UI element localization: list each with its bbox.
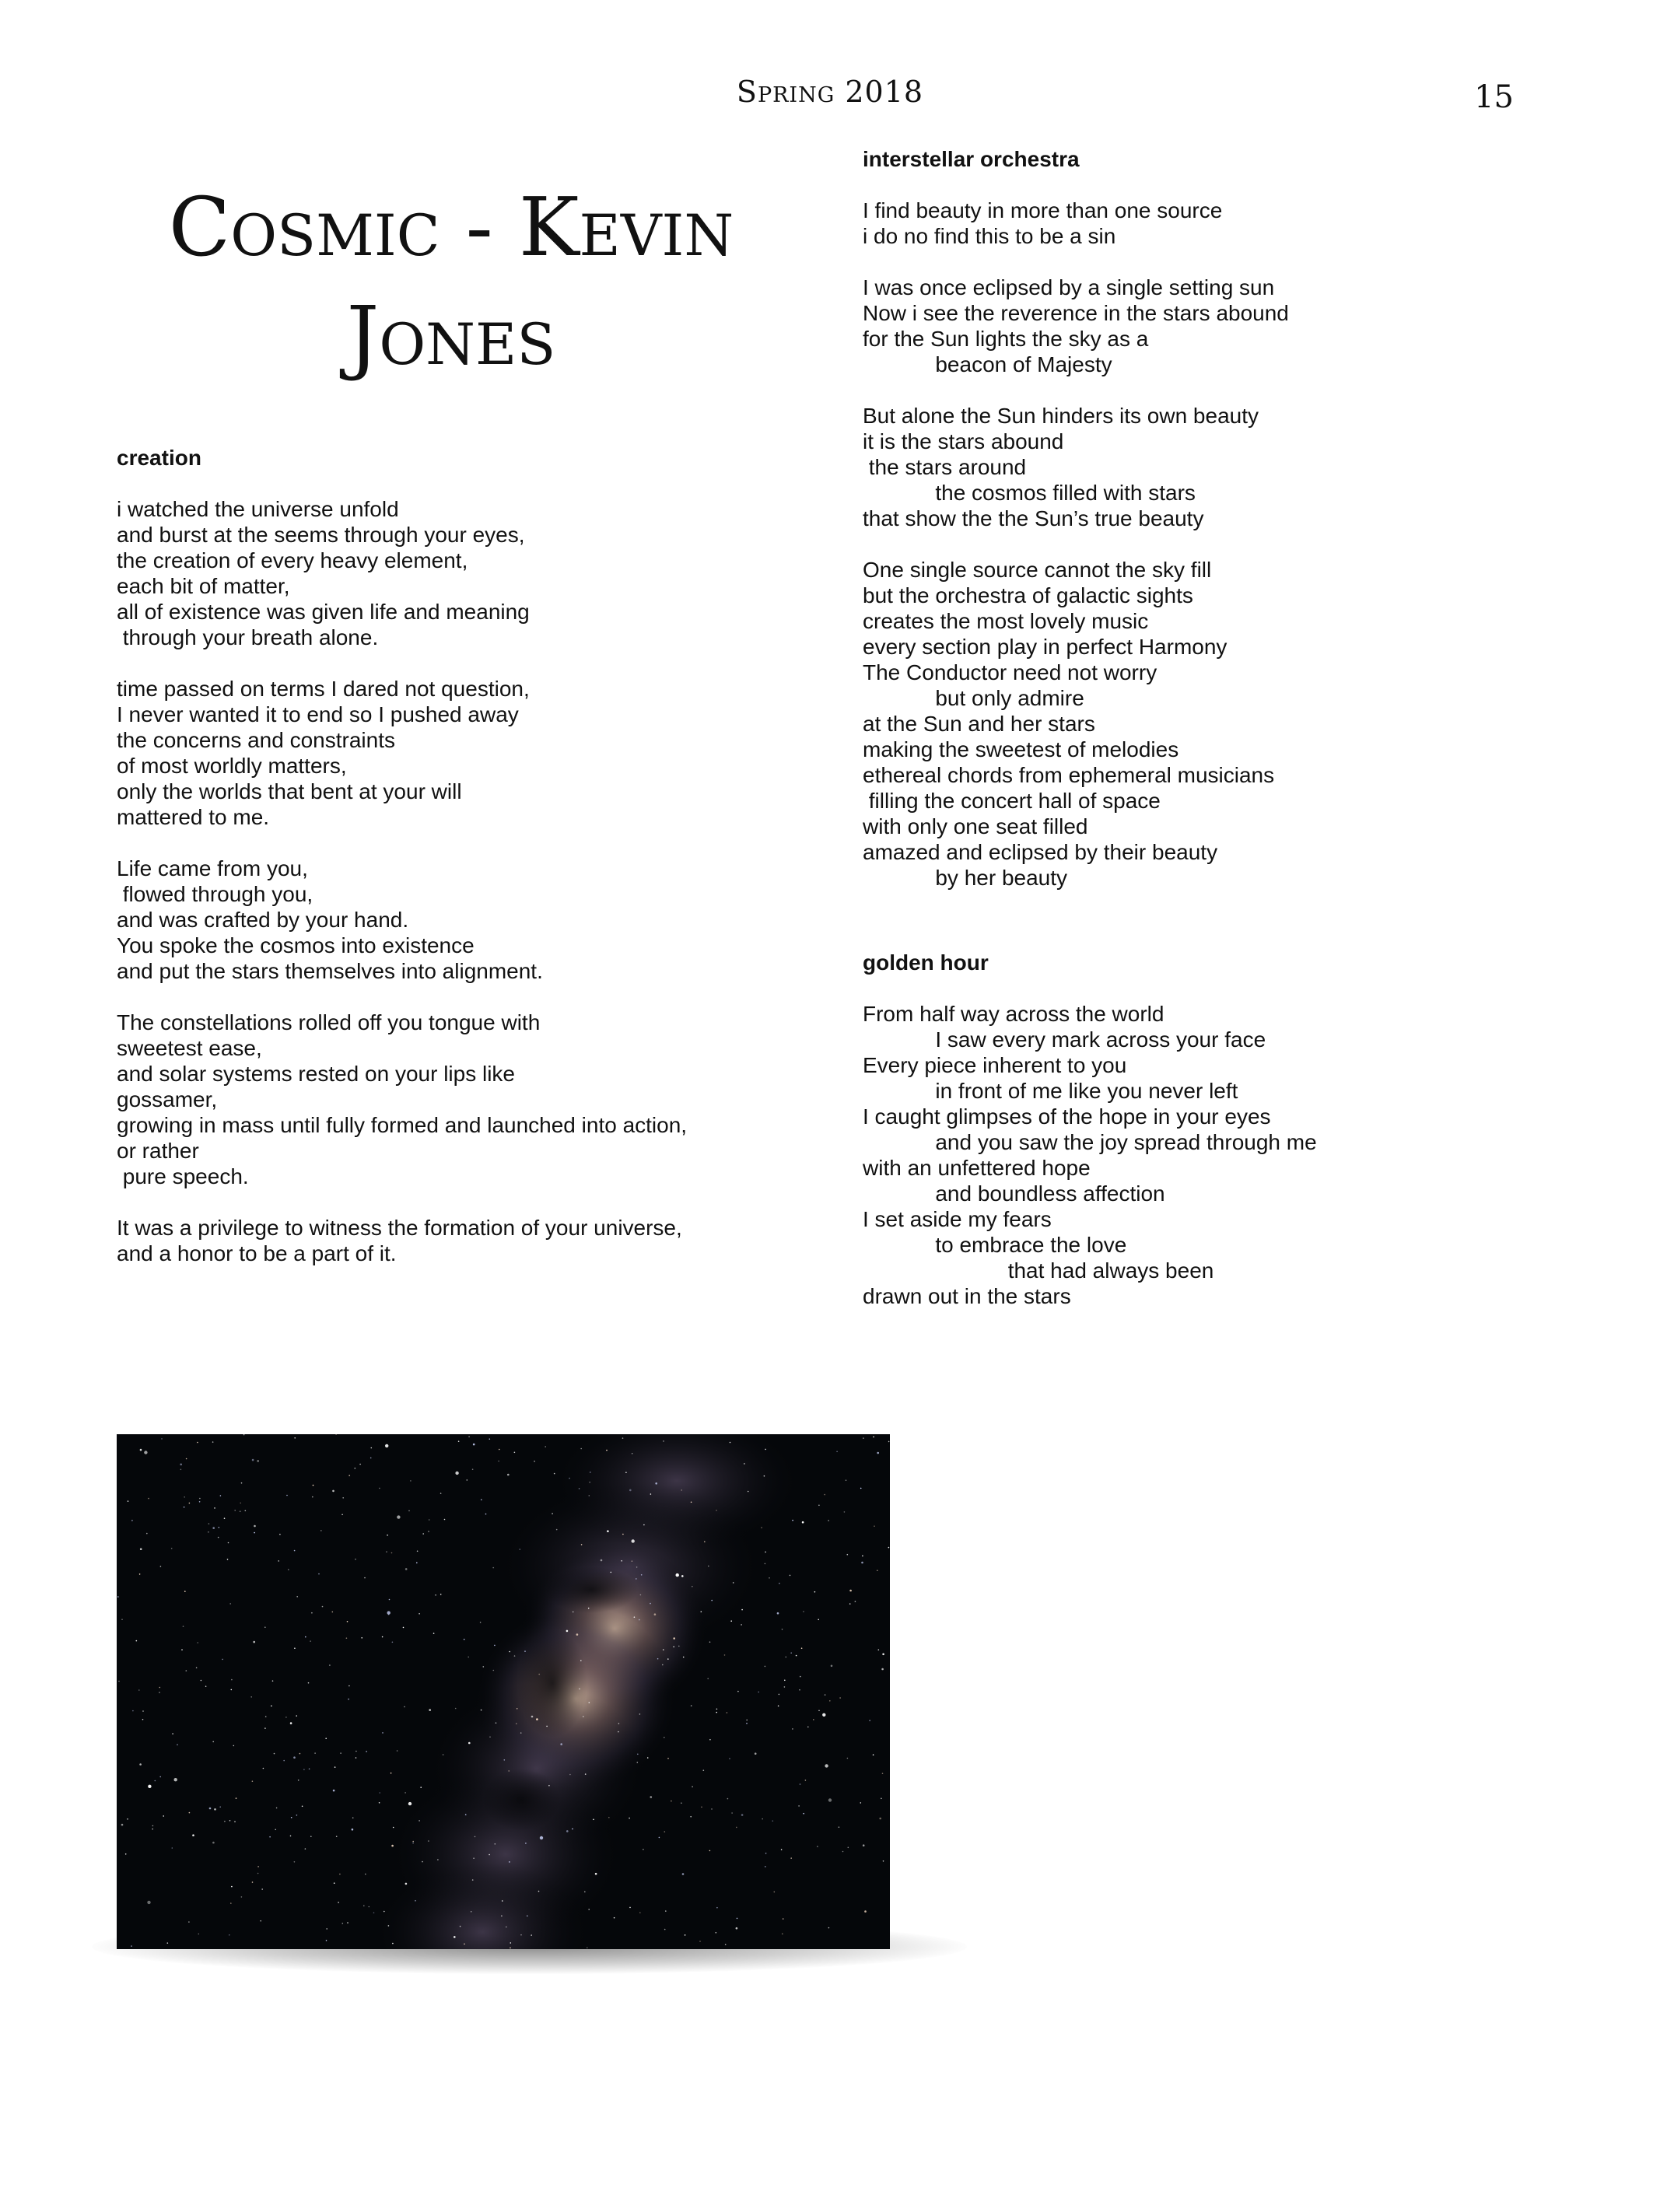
poem-line: gossamer,	[117, 1087, 218, 1111]
article-title: Cosmic - Kevin Jones	[168, 180, 734, 383]
poem-interstellar-orchestra	[863, 146, 1563, 916]
poem-line: the cosmos filled with stars	[863, 481, 1196, 505]
poem-line: at the Sun and her stars	[863, 712, 1095, 736]
poem-line: From half way across the world	[863, 1002, 1164, 1026]
poem-line: drawn out in the stars	[863, 1284, 1071, 1308]
poem-line: and you saw the joy spread through me	[863, 1130, 1317, 1154]
poem-line: The Conductor need not worry	[863, 660, 1157, 684]
stanza	[863, 275, 1563, 377]
poem-line: with an unfettered hope	[863, 1156, 1091, 1180]
poem-line: i do no find this to be a sin	[863, 224, 1116, 248]
poem-line: But alone the Sun hinders its own beauty	[863, 404, 1259, 428]
poem-line: Now i see the reverence in the stars abound	[863, 301, 1289, 325]
poem-line: growing in mass until fully formed and launched into action,	[117, 1113, 688, 1137]
poem-line: One single source cannot the sky fill	[863, 558, 1212, 582]
poem-body	[863, 198, 1563, 891]
poem-line: by her beauty	[863, 866, 1068, 890]
poem-line: I was once eclipsed by a single setting sun	[863, 275, 1275, 299]
stanza	[117, 1010, 817, 1189]
poem-line: each bit of matter,	[117, 574, 290, 598]
poem-line: with only one seat filled	[863, 814, 1088, 838]
poem-body	[117, 496, 817, 1266]
poem-line: making the sweetest of melodies	[863, 737, 1179, 761]
poem-line: pure speech.	[117, 1164, 249, 1188]
poem-line: in front of me like you never left	[863, 1079, 1238, 1103]
poem-line: and burst at the seems through your eyes,	[117, 523, 525, 547]
poem-title: golden hour	[863, 950, 989, 975]
poem-line: for the Sun lights the sky as a	[863, 327, 1149, 351]
poem-line: all of existence was given life and meaning	[117, 600, 530, 624]
poem-title: creation	[117, 446, 201, 470]
poem-line: and a honor to be a part of it.	[117, 1241, 397, 1265]
poem-line: or rather	[117, 1139, 199, 1163]
poem-line: You spoke the cosmos into existence	[117, 933, 475, 957]
poem-line: and boundless affection	[863, 1181, 1165, 1206]
poem-line: amazed and eclipsed by their beauty	[863, 840, 1218, 864]
poem-line: that show the the Sun’s true beauty	[863, 506, 1204, 530]
poem-line: only the worlds that bent at your will	[117, 779, 462, 803]
poem-line: mattered to me.	[117, 805, 270, 829]
stanza	[863, 198, 1563, 249]
poem-line: ethereal chords from ephemeral musicians	[863, 763, 1275, 787]
poem-line: that had always been	[863, 1258, 1214, 1283]
starfield-image	[117, 1434, 890, 1949]
milky-way-photo	[117, 1434, 890, 1949]
page-number: 15	[1474, 79, 1514, 115]
poem-line: creates the most lovely music	[863, 609, 1149, 633]
poem-line: I find beauty in more than one source	[863, 198, 1223, 222]
poem-line: and was crafted by your hand.	[117, 908, 409, 932]
poem-line: and solar systems rested on your lips like	[117, 1062, 515, 1086]
running-header: Spring 2018	[736, 75, 924, 109]
poem-line: sweetest ease,	[117, 1036, 262, 1060]
poem-line: I caught glimpses of the hope in your eyes	[863, 1104, 1271, 1129]
poem-creation	[117, 445, 817, 1292]
stanza	[117, 1215, 817, 1266]
poem-golden-hour	[863, 950, 1563, 1335]
poem-line: the stars around	[863, 455, 1027, 479]
poem-line: Every piece inherent to you	[863, 1053, 1127, 1077]
poem-line: and put the stars themselves into alignment.	[117, 959, 543, 983]
poem-line: I set aside my fears	[863, 1207, 1052, 1231]
stanza	[863, 557, 1563, 891]
poem-line: of most worldly matters,	[117, 754, 347, 778]
poem-line: i watched the universe unfold	[117, 497, 399, 521]
poem-line: it is the stars abound	[863, 429, 1064, 453]
poem-line: I saw every mark across your face	[863, 1027, 1266, 1052]
poem-line: time passed on terms I dared not question,	[117, 677, 530, 701]
poem-line: The constellations rolled off you tongue with	[117, 1010, 541, 1034]
poem-line: but only admire	[863, 686, 1084, 710]
poem-body	[863, 1001, 1563, 1309]
poem-line: to embrace the love	[863, 1233, 1127, 1257]
poem-line: flowed through you,	[117, 882, 313, 906]
stanza	[863, 1001, 1563, 1309]
poem-line: It was a privilege to witness the formation of your universe,	[117, 1216, 682, 1240]
poem-line: every section play in perfect Harmony	[863, 635, 1227, 659]
poem-line: Life came from you,	[117, 856, 308, 880]
stanza	[117, 856, 817, 984]
poem-line: the concerns and constraints	[117, 728, 395, 752]
poem-line: I never wanted it to end so I pushed away	[117, 702, 519, 726]
poem-line: beacon of Majesty	[863, 352, 1112, 376]
stanza	[117, 676, 817, 830]
poem-title: interstellar orchestra	[863, 147, 1080, 171]
stanza	[117, 496, 817, 650]
stanza	[863, 403, 1563, 531]
poem-line: through your breath alone.	[117, 625, 379, 649]
poem-line: but the orchestra of galactic sights	[863, 583, 1193, 607]
poem-line: the creation of every heavy element,	[117, 548, 468, 572]
poem-line: filling the concert hall of space	[863, 789, 1161, 813]
